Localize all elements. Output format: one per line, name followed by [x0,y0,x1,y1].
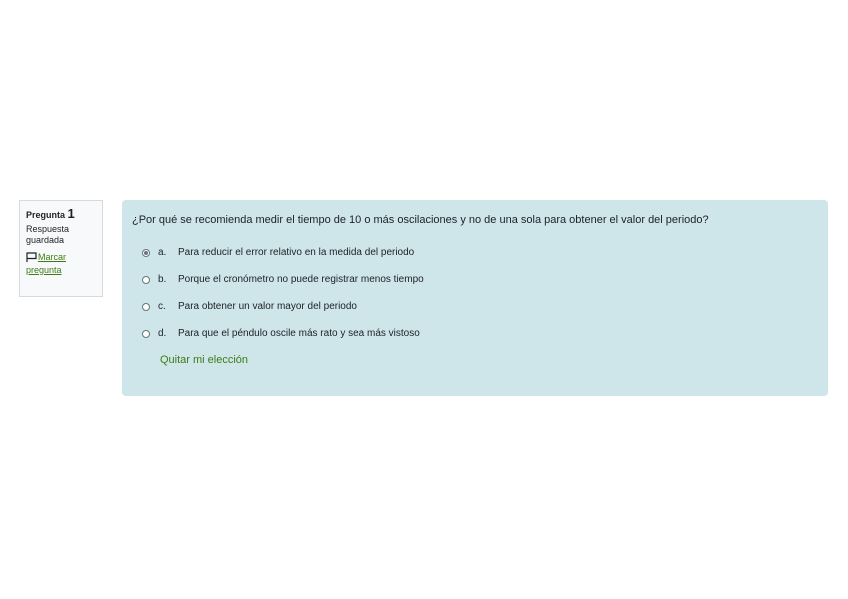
answer-option-c[interactable] [142,300,818,313]
answer-options [132,246,818,340]
question-state: Respuesta guardada [26,224,70,245]
question-info-panel [19,200,103,297]
answer-option-b[interactable] [142,273,818,286]
flag-question-link[interactable] [26,252,96,276]
answer-radio-d[interactable] [142,330,150,338]
answer-letter: d. [158,328,167,339]
answer-option-a[interactable] [142,246,818,259]
flag-question-label: Marcar pregunta [26,252,67,275]
answer-text: Porque el cronómetro no puede registrar menos tiempo [178,274,424,285]
question-content-panel [122,200,828,396]
answer-radio-c[interactable] [142,303,150,311]
answer-letter: c. [158,301,166,312]
question-text: ¿Por qué se recomienda medir el tiempo de 10 o más oscilaciones y no de una sola para obtener el valor del periodo? [132,214,709,226]
question-label: Pregunta [26,210,66,220]
answer-letter: b. [158,274,167,285]
answer-letter: a. [158,247,167,258]
question-number-heading [26,208,96,221]
flag-icon [26,252,37,265]
answer-text: Para obtener un valor mayor del periodo [178,301,357,312]
answer-radio-a[interactable] [142,249,150,257]
answer-radio-b[interactable] [142,276,150,284]
clear-choice-link[interactable]: Quitar mi elección [160,354,249,366]
answer-text: Para que el péndulo oscile más rato y sea más vistoso [178,328,420,339]
answer-option-d[interactable] [142,327,818,340]
answer-text: Para reducir el error relativo en la medida del periodo [178,247,415,258]
question-number: 1 [67,206,75,221]
